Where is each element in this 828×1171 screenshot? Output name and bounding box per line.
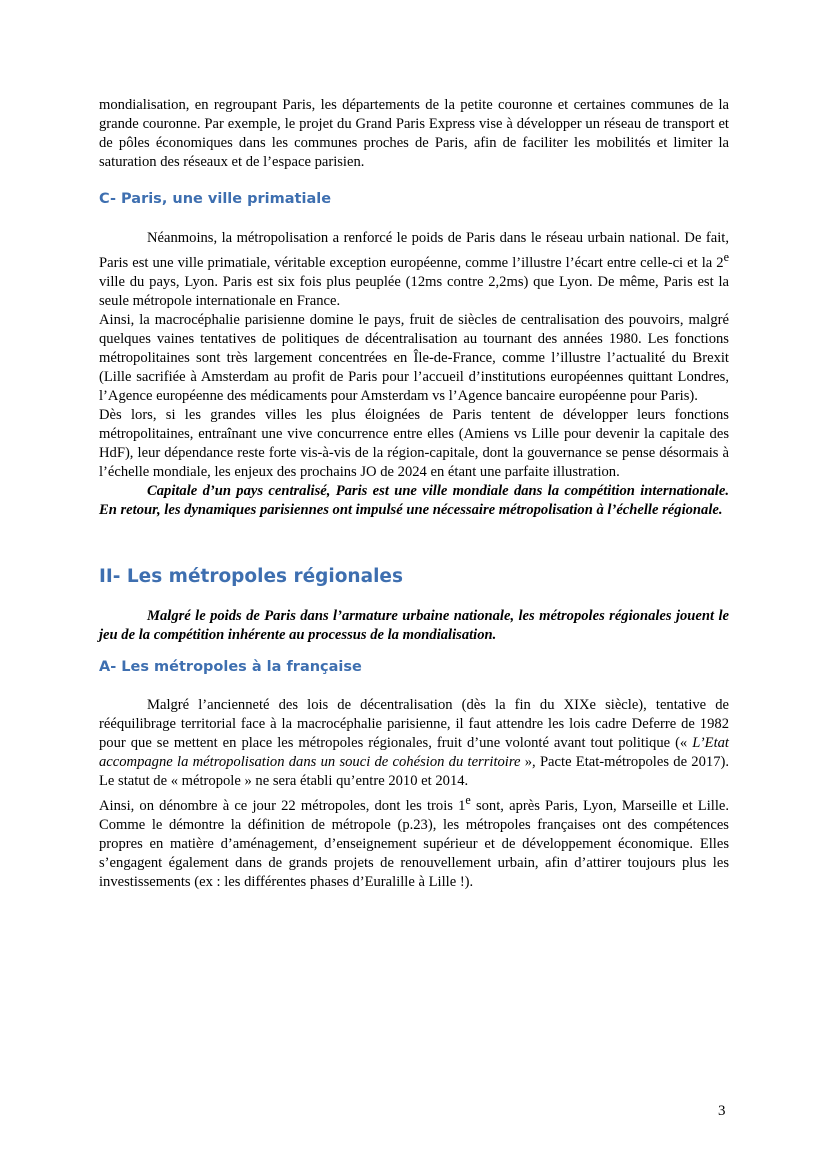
section-a-heading: A- Les métropoles à la française [99, 658, 362, 675]
section-a-paragraph-1-start: Malgré l’ancienneté des lois de décentralisation (dès la fin du XIXe siècle), tentative de rééquilibrage territorial face à la macrocéphalie parisienne, il faut attendre les lois cadre Deferre de 1982 pour que se mettent en place les métropoles régionales, fruit d’une volonté avant tout politique (« [99, 696, 729, 751]
section-a-paragraph-2 [99, 791, 729, 892]
section-c-paragraph-1-end: ville du pays, Lyon. Paris est six fois plus peuplée (12ms contre 2,2ms) que Lyon. De même, Paris est la seule métropole internationale en France. [99, 273, 729, 309]
section-a-paragraph-1-end: », Pacte Etat-métropoles de 2017). Le statut de « métropole » ne sera établi qu’entre 2010 et 2014. [99, 753, 729, 789]
part-2-intro: Malgré le poids de Paris dans l’armature urbaine nationale, les métropoles régionales jouent le jeu de la compétition inhérente au processus de la mondialisation. [99, 607, 729, 643]
section-a-paragraph-2-start: Ainsi, on dénombre à ce jour 22 métropoles, dont les trois 1 [99, 797, 466, 814]
section-c-paragraph-3: Dès lors, si les grandes villes les plus éloignées de Paris tentent de développer leurs fonctions métropolitaines, entraînant une vive concurrence entre elles (Amiens vs Lille pour devenir la capitale des HdF), leur dépendance reste forte vis-à-vis de la région-capitale, dont la gouvernance se pense désormais à l’échelle mondiale, les enjeux des prochains JO de 2024 en étant une parfaite illustration. [99, 406, 729, 480]
section-c-conclusion: Capitale d’un pays centralisé, Paris est une ville mondiale dans la compétition internationale. En retour, les dynamiques parisiennes ont impulsé une nécessaire métropolisation à l’échelle régionale. [99, 482, 729, 518]
page-content [99, 96, 729, 892]
part-2-heading: II- Les métropoles régionales [99, 565, 403, 587]
section-a-paragraph-2-end: sont, après Paris, Lyon, Marseille et Lille. Comme le démontre la définition de métropole (p.23), les métropoles françaises ont des compétences propres en matière d’aménagement, d’enseignement supérieur et de développement économique. Elles s’engagent également dans de grands projets de renouvellement urbain, afin d’attirer toujours plus les investissements (ex : les différentes phases d’Euralille à Lille !). [99, 797, 730, 890]
section-a-paragraph-1 [99, 696, 729, 791]
section-c-paragraph-2: Ainsi, la macrocéphalie parisienne domine le pays, fruit de siècles de centralisation des pouvoirs, malgré quelques vaines tentatives de politiques de décentralisation au tournant des années 1980. Les fonctions métropolitaines sont très largement concentrées en Île-de-France, comme l’illustre l’actualité du Brexit (Lille sacrifiée à Amsterdam au profit de Paris pour l’accueil d’institutions européennes quittant Londres, l’Agence européenne des médicaments pour Amsterdam vs l’Agence bancaire européenne pour Paris). [99, 311, 729, 404]
intro-paragraph: mondialisation, en regroupant Paris, les départements de la petite couronne et certaines communes de la grande couronne. Par exemple, le projet du Grand Paris Express vise à développer un réseau de transport et de pôles économiques dans les communes proches de Paris, afin de faciliter les mobilités et limiter la saturation des réseaux et de l’espace parisien. [99, 97, 729, 170]
section-c-paragraph-1 [99, 229, 729, 311]
section-c-paragraph-1-start: Néanmoins, la métropolisation a renforcé le poids de Paris dans le réseau urbain national. De fait, Paris est une ville primatiale, véritable exception européenne, comme l’illustre l’écart entre celle-ci et la 2 [99, 230, 729, 271]
pacte-quote: L’Etat accompagne la métropolisation dans un souci de cohésion du territoire [99, 734, 729, 770]
section-c-heading: C- Paris, une ville primatiale [99, 191, 332, 207]
superscript-e: e [465, 792, 471, 807]
page-number: 3 [718, 1103, 726, 1119]
superscript-e: e [723, 250, 729, 264]
